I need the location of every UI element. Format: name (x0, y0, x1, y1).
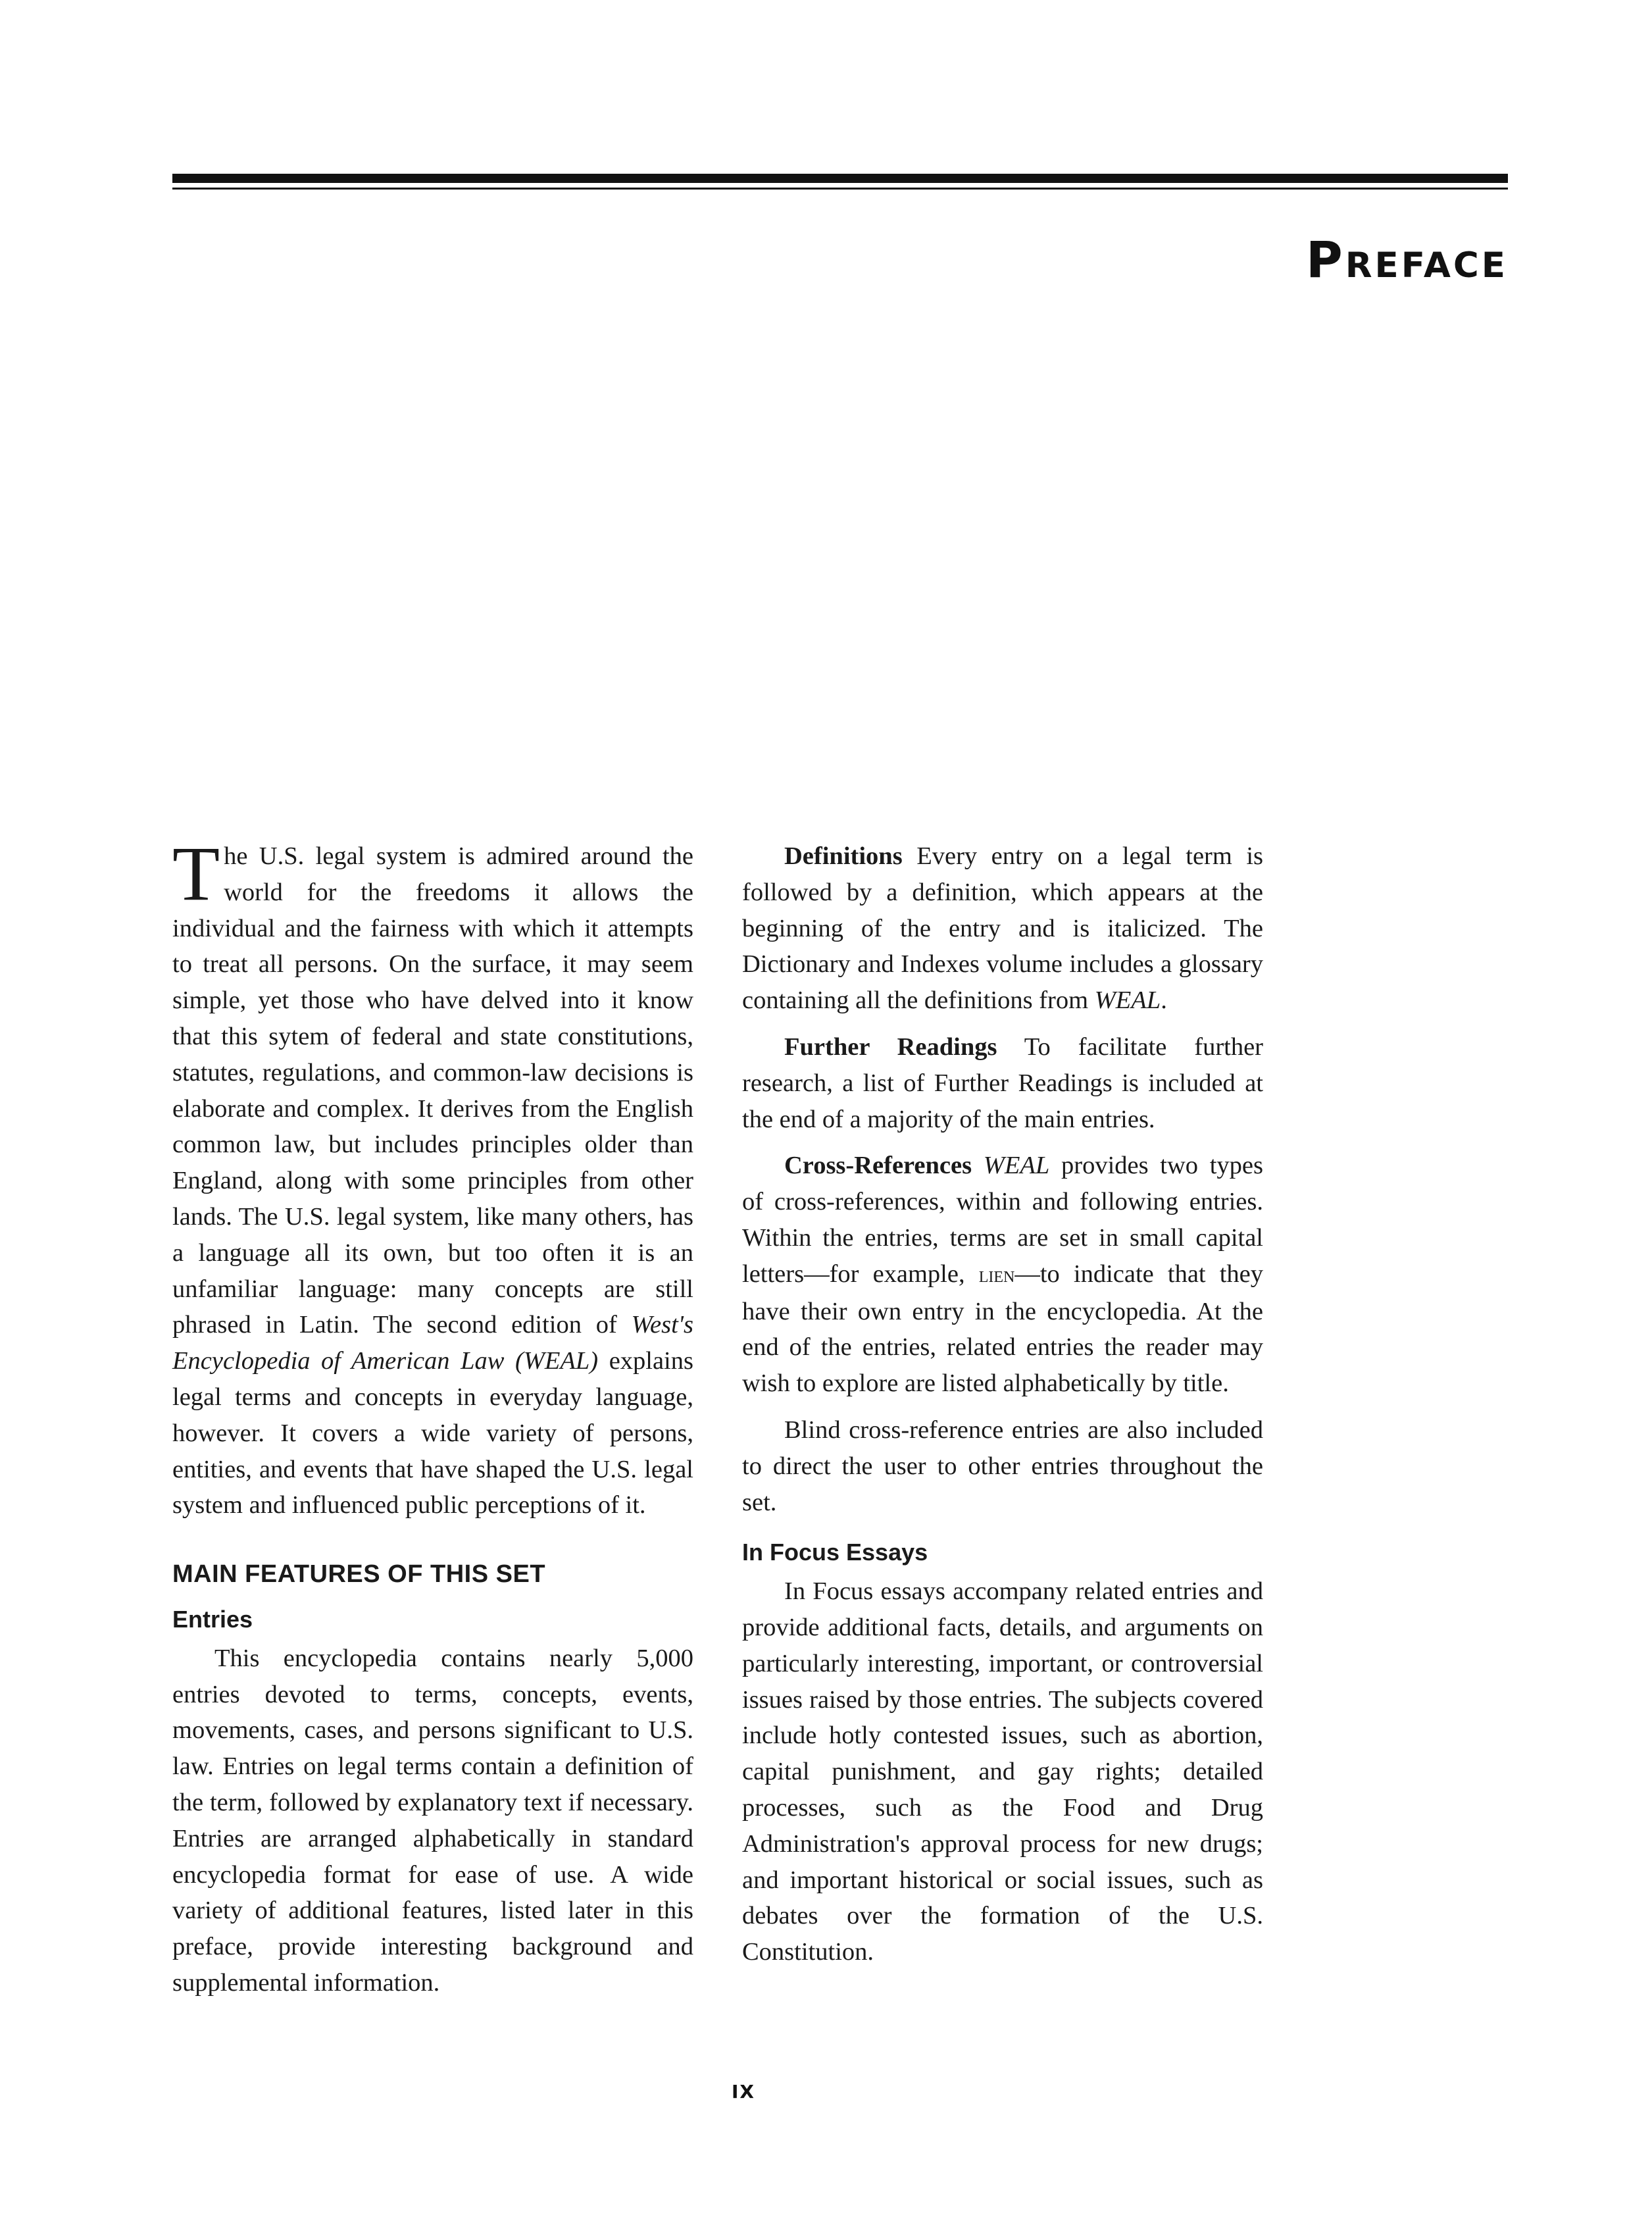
left-column (172, 830, 693, 2001)
definitions-text: Every entry on a legal term is followed by a definition, which appears at the beginning of the entry and is italicized. The Dictionary and Indexes volume includes a glossary containing all the definitions from (742, 842, 1263, 1015)
crossref-example: lien (978, 1262, 1015, 1287)
definitions-weal: WEAL (1094, 986, 1161, 1015)
section-heading: MAIN FEATURES OF THIS SET (172, 1560, 546, 1589)
in-focus-heading: In Focus Essays (742, 1539, 928, 1566)
crossref-weal: WEAL (983, 1152, 1050, 1180)
header-rule-thick (172, 174, 1508, 183)
crossref-end: —to indicate that they have their own entry in the encyclopedia. At the end of the entries, related entries the reader may wish to explore are listed alphabetically by title. (742, 1260, 1263, 1398)
crossref-paragraph (742, 1148, 1263, 1402)
definitions-paragraph (742, 838, 1263, 1019)
crossref-text: provides two types of cross-references, within and following entries. Within the entries, terms are set in small capital letters—for example, (742, 1152, 1264, 1288)
intro-book-title: West's Encyclopedia of American Law (WEAL) (172, 1311, 693, 1375)
intro-text-end: explains legal terms and concepts in everyday language, however. It covers a wide variety of persons, entities, and events that have shaped the U.S. legal system and influenced public perceptions of it. (172, 1347, 693, 1519)
intro-text: The U.S. legal system is admired around the world for the freedoms it allows the individual and the fairness with which it attempts to treat all persons. On the surface, it may seem simple, yet those who have delved into it know that this sytem of federal and state constitutions, statutes, regulations, and common-law decisions is elaborate and complex. It derives from the English common law, but includes principles older than England, along with some principles from other lands. The U.S. legal system, like many others, has a language all its own, but too often it is an unfamiliar language: many concepts are still phrased in Latin. The second edition of (172, 830, 693, 1339)
page-title: Preface (1306, 230, 1508, 289)
readings-paragraph (742, 1029, 1263, 1137)
readings-label: Further Readings (784, 1033, 997, 1061)
blind-crossref-paragraph: Blind cross-reference entries are also included to direct the user to other entries throughout the set. (742, 1416, 1263, 1516)
readings-text: To facilitate further research, a list of Further Readings is included at the end of a majority of the main entries. (742, 1033, 1263, 1133)
in-focus-paragraph: In Focus essays accompany related entries and provide additional facts, details, and arguments on particularly interesting, important, or controversial issues raised by those entries. The subjects covered include hotly contested issues, such as abortion, capital punishment, and gay rights; detailed processes, such as the Food and Drug Administration's approval process for new drugs; and important historical or social issues, such as debates over the formation of the U.S. Constitution. (742, 1577, 1263, 1966)
entries-heading: Entries (172, 1605, 253, 1633)
crossref-label: Cross-References (784, 1152, 972, 1180)
definitions-label: Definitions (784, 842, 903, 870)
entries-paragraph: This encyclopedia contains nearly 5,000 entries devoted to terms, concepts, events, movements, cases, and persons significant to U.S. law. Entries on legal terms contain a definition of the term, followed by explanatory text if necessary. Entries are arranged alphabetically in standard encyclopedia format for ease of use. A wide variety of additional features, listed later in this preface, provide interesting background and supplemental information. (172, 1644, 693, 1997)
intro-paragraph (172, 830, 693, 1523)
page-number: IX (731, 2081, 755, 2103)
header-rule-thin (172, 188, 1508, 190)
definitions-end: . (1161, 986, 1167, 1015)
right-column (742, 838, 1263, 1970)
